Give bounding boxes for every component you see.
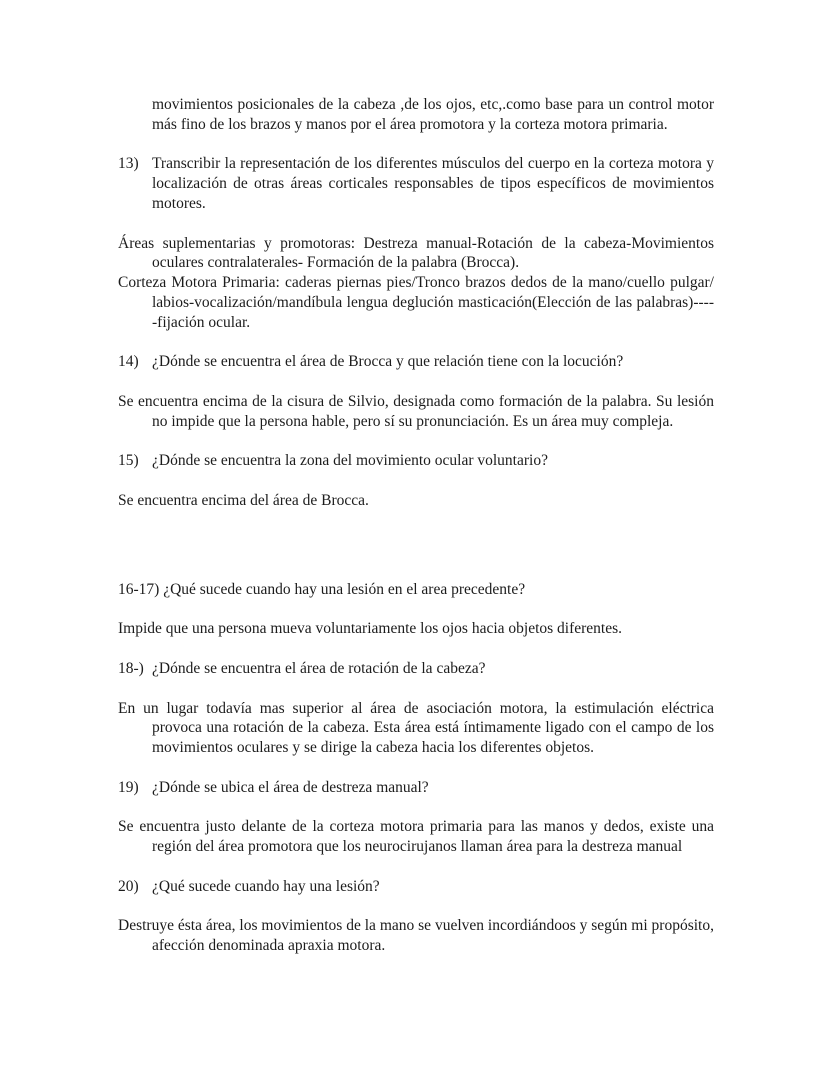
- item-text: ¿Dónde se ubica el área de destreza manual?: [152, 778, 429, 796]
- question-item-19: [118, 778, 714, 798]
- question-item-14: [118, 352, 714, 372]
- answer-corteza-motora-primaria: Corteza Motora Primaria: caderas piernas pies/Tronco brazos dedos de la mano/cuello pulgar/ labios-vocalización/mandíbula lengua deglución masticación(Elección de las palabras)-----fijación ocular.: [118, 274, 714, 331]
- item-number: 15): [118, 452, 139, 470]
- item-text: ¿Qué sucede cuando hay una lesión?: [152, 877, 380, 895]
- item-text: ¿Dónde se encuentra el área de rotación de la cabeza?: [152, 659, 486, 677]
- continuation-paragraph: movimientos posicionales de la cabeza ,de los ojos, etc,.como base para un control motor más fino de los brazos y manos por el área promotora y la corteza motora primaria.: [152, 96, 714, 133]
- answer-20: Destruye ésta área, los movimientos de la mano se vuelven incordiándoos y según mi propósito, afección denominada apraxia motora.: [118, 917, 714, 955]
- answer-18: En un lugar todavía mas superior al área de asociación motora, la estimulación eléctrica provoca una rotación de la cabeza. Esta área está íntimamente ligado con el campo de los movimientos oculares y se dirige la cabeza hacia los diferentes objetos.: [118, 699, 714, 757]
- question-item-15: [118, 451, 714, 471]
- answer-15: Se encuentra encima del área de Brocca.: [118, 491, 369, 509]
- question-item-20: [118, 877, 714, 897]
- question-item-18: [118, 659, 714, 679]
- item-text: ¿Dónde se encuentra la zona del movimiento ocular voluntario?: [152, 452, 548, 470]
- answer-14: Se encuentra encima de la cisura de Silvio, designada como formación de la palabra. Su lesión no impide que la persona hable, pero sí su pronunciación. Es un área muy compleja.: [118, 392, 714, 430]
- item-number: 18-): [118, 659, 144, 677]
- item-number: 14): [118, 353, 139, 371]
- item-text: Transcribir la representación de los diferentes músculos del cuerpo en la corteza motora y localización de otras áreas corticales responsables de tipos específicos de movimientos motores.: [152, 155, 714, 212]
- item-number: 13): [118, 155, 139, 173]
- item-text: ¿Dónde se encuentra el área de Brocca y que relación tiene con la locución?: [152, 353, 624, 371]
- item-number: 20): [118, 877, 139, 895]
- question-item-13: [118, 154, 714, 213]
- answer-areas-suplementarias: Áreas suplementarias y promotoras: Destreza manual-Rotación de la cabeza-Movimientos oculares contralaterales- Formación de la palabra (Brocca).: [118, 234, 714, 272]
- answer-16-17: Impide que una persona mueva voluntariamente los ojos hacia objetos diferentes.: [118, 620, 623, 638]
- document-body: [118, 95, 714, 976]
- answer-19: Se encuentra justo delante de la corteza motora primaria para las manos y dedos, existe una región del área promotora que los neurocirujanos llaman área para la destreza manual: [118, 818, 714, 856]
- item-number: 19): [118, 778, 139, 796]
- question-item-16-17: 16-17) ¿Qué sucede cuando hay una lesión en el area precedente?: [118, 580, 526, 598]
